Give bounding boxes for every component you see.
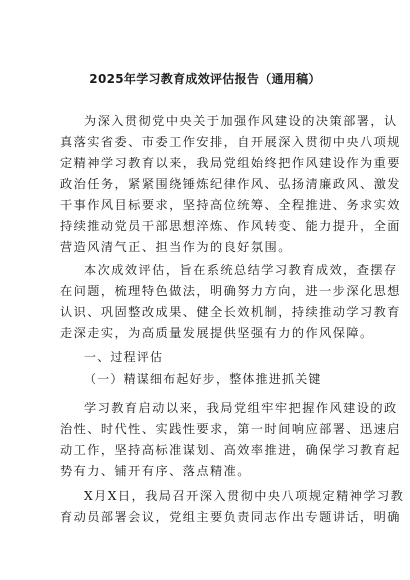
paragraph-1-line-6: 持续推动党员干部思想淬炼、作风转变、能力提升，全面 bbox=[60, 219, 401, 233]
section-heading: 一、过程评估 bbox=[84, 350, 164, 364]
paragraph-1-line-2: 真落实省委、市委工作安排，自开展深入贯彻中央八项规 bbox=[60, 135, 401, 149]
paragraph-3-line-1: 学习教育启动以来，我局党组牢牢把握作风建设的政 bbox=[84, 401, 398, 415]
document-title: 2025年学习教育成效评估报告（通用稿） bbox=[89, 72, 321, 86]
paragraph-4-line-2: 育动员部署会议，党组主要负责同志作出专题讲话，明确 bbox=[60, 510, 401, 524]
paragraph-3-line-4: 势有力、铺开有序、落点精准。 bbox=[60, 464, 251, 478]
paragraph-2-line-3: 认识、巩固整改成果、健全长效机制，持续推动学习教育 bbox=[60, 305, 401, 319]
paragraph-1-line-3: 定精神学习教育以来，我局党组始终把作风建设作为重要 bbox=[60, 156, 401, 170]
paragraph-2-line-1: 本次成效评估，旨在系统总结学习教育成效，查摆存 bbox=[84, 263, 398, 277]
paragraph-2-line-4: 走深走实，为高质量发展提供坚强有力的作风保障。 bbox=[60, 326, 374, 340]
paragraph-3-line-3: 动工作，坚持高标准谋划、高效率推进，确保学习教育起 bbox=[60, 443, 401, 457]
paragraph-4-line-1: X月X日，我局召开深入贯彻中央八项规定精神学习教 bbox=[84, 489, 405, 503]
subsection-heading: （一）精谋细布起好步，整体推进抓关键 bbox=[84, 372, 322, 386]
paragraph-1-line-1: 为深入贯彻党中央关于加强作风建设的决策部署，认 bbox=[84, 114, 398, 128]
paragraph-1-line-5: 干事作风目标要求，坚持高位统筹、全程推进、务求实效 bbox=[60, 198, 401, 212]
paragraph-1-line-4: 政治任务，紧紧围绕锤炼纪律作风、弘扬清廉政风、激发 bbox=[60, 177, 401, 191]
paragraph-2-line-2: 在问题，梳理特色做法，明确努力方向，进一步深化思想 bbox=[60, 284, 401, 298]
paragraph-3-line-2: 治性、时代性、实践性要求，第一时间响应部署、迅速启 bbox=[60, 422, 401, 436]
paragraph-1-line-7: 营造风清气正、担当作为的良好氛围。 bbox=[60, 240, 292, 254]
